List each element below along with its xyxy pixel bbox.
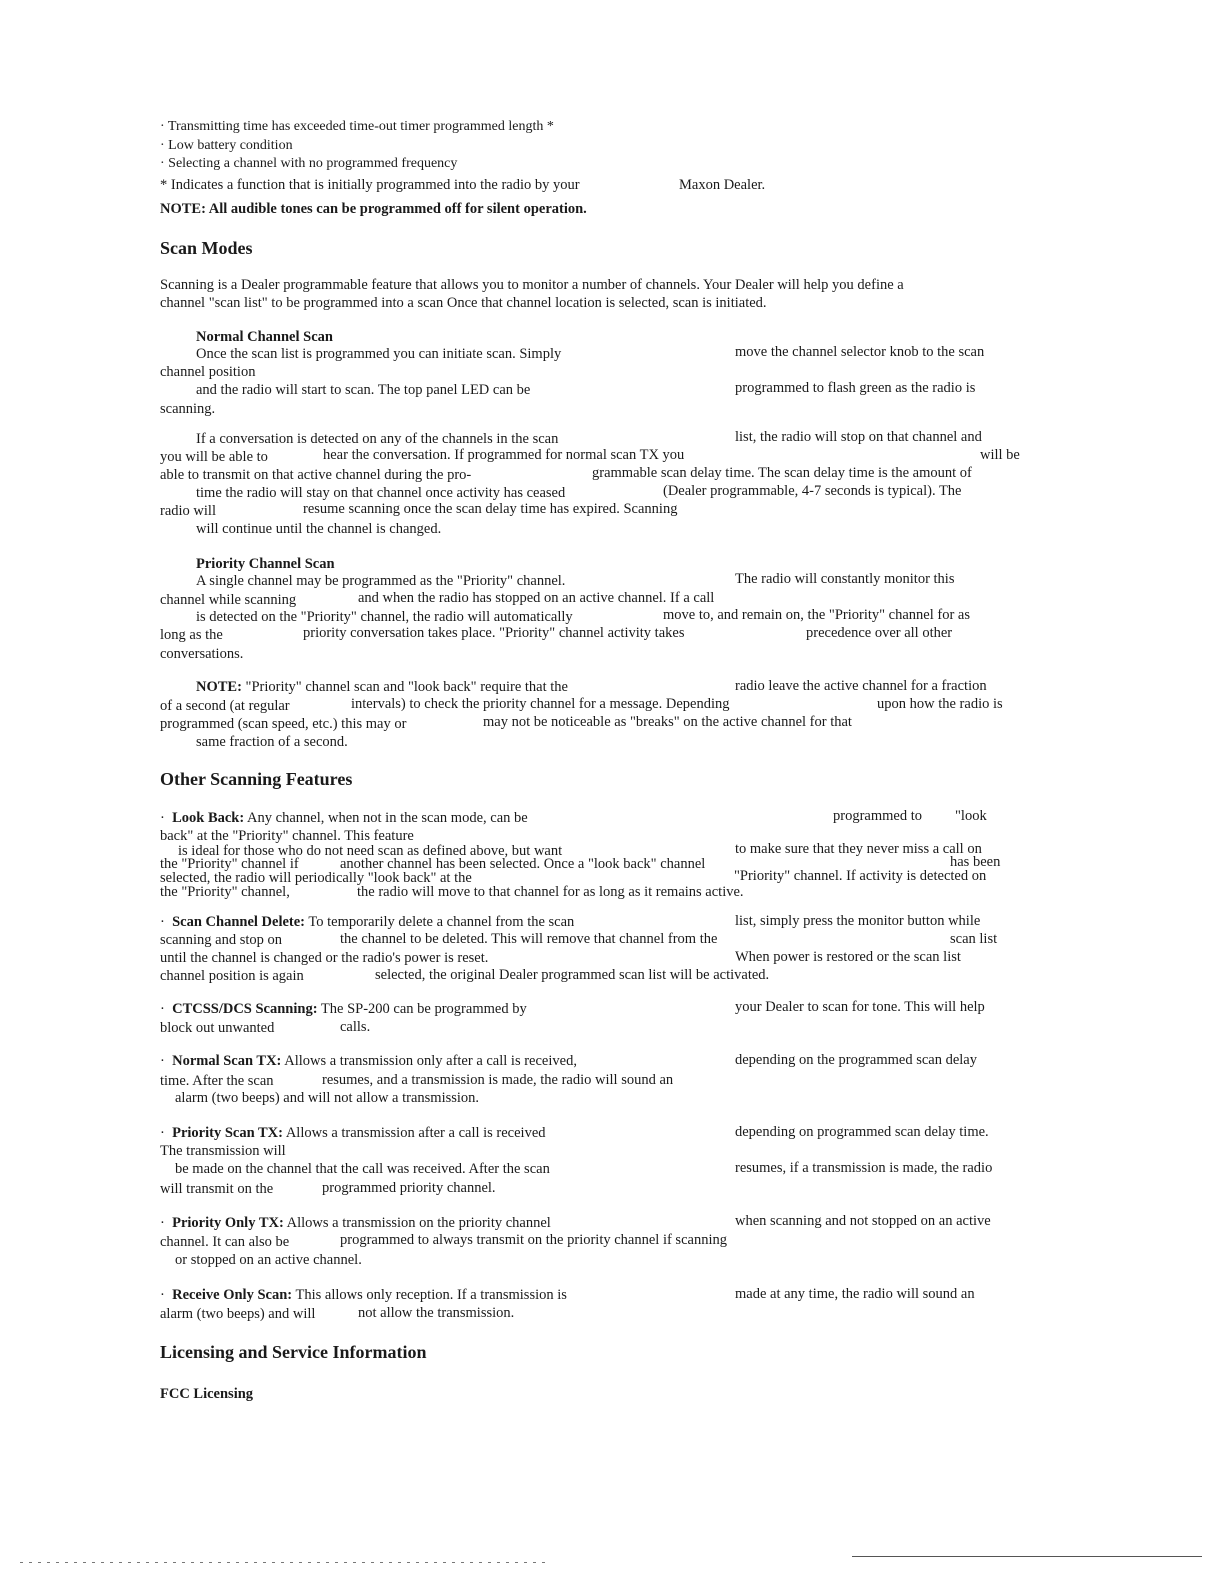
bullet: ·	[160, 1287, 165, 1303]
feature-label: Priority Scan TX:	[172, 1125, 283, 1141]
feature-text: This allows only reception. If a transmission is	[295, 1287, 567, 1303]
feature-scan-channel-delete	[160, 914, 574, 931]
bullet: ·	[160, 1215, 165, 1231]
feature-text: will transmit on the	[160, 1181, 274, 1197]
feature-text: Allows a transmission on the priority channel	[286, 1215, 551, 1231]
normal-scan-text: and the radio will start to scan. The top panel LED can be	[196, 382, 531, 398]
subheading-fcc-licensing: FCC Licensing	[160, 1386, 254, 1402]
heading-other-scanning-features: Other Scanning Features	[160, 769, 353, 789]
feature-text: When power is restored or the scan list	[735, 949, 961, 965]
feature-text: Any channel, when not in the scan mode, can be	[247, 810, 528, 826]
priority-scan-text: long as the	[160, 627, 223, 643]
normal-scan-paragraph-2: will be	[980, 447, 1020, 463]
priority-scan-text: and when the radio has stopped on an active channel. If a call	[358, 590, 715, 606]
indicates-note-b: Maxon Dealer.	[679, 177, 766, 193]
bullet: ·	[160, 1053, 165, 1069]
feature-normal-scan-tx	[160, 1053, 577, 1070]
feature-label: Normal Scan TX:	[172, 1053, 282, 1069]
feature-text: made at any time, the radio will sound an	[735, 1286, 975, 1302]
feature-text: scanning and stop on	[160, 932, 283, 948]
feature-text: not allow the transmission.	[358, 1305, 515, 1321]
normal-scan-text: Once the scan list is programmed you can initiate scan. Simply	[196, 346, 562, 362]
normal-scan-paragraph-2: time the radio will stay on that channel once activity has ceased	[196, 485, 566, 501]
subheading-normal-channel-scan: Normal Channel Scan	[196, 329, 333, 345]
feature-text: "Priority" channel. If activity is detected on	[734, 868, 987, 884]
normal-scan-paragraph-2: list, the radio will stop on that channel and	[735, 429, 982, 445]
note-text: may not be noticeable as "breaks" on the active channel for that	[483, 714, 852, 730]
note-text: same fraction of a second.	[196, 734, 348, 750]
normal-scan-text: scanning.	[160, 401, 216, 417]
feature-text: "look	[955, 808, 987, 824]
feature-text: calls.	[340, 1019, 371, 1035]
feature-text: alarm (two beeps) and will	[160, 1306, 316, 1322]
feature-label: Scan Channel Delete:	[172, 914, 306, 930]
note-text: of a second (at regular	[160, 698, 290, 714]
bullet: ·	[160, 1125, 165, 1141]
normal-scan-paragraph-2: radio will	[160, 503, 216, 519]
normal-scan-paragraph-2: resume scanning once the scan delay time has expired. Scanning	[303, 501, 678, 517]
feature-label: Receive Only Scan:	[172, 1287, 293, 1303]
feature-text: The transmission will	[160, 1143, 286, 1159]
feature-text: the radio will move to that channel for as long as it remains active.	[357, 884, 744, 900]
subheading-priority-channel-scan: Priority Channel Scan	[196, 556, 335, 572]
feature-text: depending on the programmed scan delay	[735, 1052, 977, 1068]
normal-scan-paragraph-2: will continue until the channel is changed.	[196, 521, 442, 537]
feature-text: channel. It can also be	[160, 1234, 290, 1250]
feature-text: programmed priority channel.	[322, 1180, 496, 1196]
priority-scan-text: priority conversation takes place. "Priority" channel activity takes	[303, 625, 685, 641]
heading-licensing-service: Licensing and Service Information	[160, 1342, 427, 1362]
bullet-no-frequency: · Selecting a channel with no programmed frequency	[160, 156, 458, 171]
note-text: upon how the radio is	[877, 696, 1003, 712]
feature-text: the channel to be deleted. This will remove that channel from the	[340, 931, 718, 947]
feature-ctcss-dcs-scanning	[160, 1001, 527, 1018]
feature-text: be made on the channel that the call was received. After the scan	[175, 1161, 550, 1177]
feature-text: time. After the scan	[160, 1073, 274, 1089]
normal-scan-text: move the channel selector knob to the scan	[735, 344, 985, 360]
indicates-note-a: * Indicates a function that is initially programmed into the radio by your	[160, 177, 580, 193]
scan-intro-line-1: Scanning is a Dealer programmable feature that allows you to monitor a number of channels. Your Dealer will help you define a	[160, 277, 904, 293]
normal-scan-text: channel position	[160, 364, 256, 380]
normal-scan-paragraph-2: (Dealer programmable, 4-7 seconds is typical). The	[663, 483, 962, 499]
priority-scan-text: precedence over all other	[806, 625, 953, 641]
normal-scan-paragraph-2: hear the conversation. If programmed for normal scan TX you	[323, 447, 685, 463]
priority-scan-text: is detected on the "Priority" channel, the radio will automatically	[196, 609, 573, 625]
feature-text: scan list	[950, 931, 998, 947]
normal-scan-text: programmed to flash green as the radio is	[735, 380, 976, 396]
note-text: "Priority" channel scan and "look back" require that the	[245, 679, 568, 695]
feature-text: channel position is again	[160, 968, 304, 984]
feature-text: depending on programmed scan delay time.	[735, 1124, 989, 1140]
feature-text: The SP-200 can be programmed by	[320, 1001, 527, 1017]
feature-text: selected, the radio will periodically "look back" at the	[160, 870, 472, 886]
normal-scan-paragraph-2: able to transmit on that active channel during the pro-	[160, 467, 472, 483]
feature-text: another channel has been selected. Once a "look back" channel	[340, 856, 706, 872]
feature-text: has been	[950, 854, 1001, 870]
bullet: ·	[160, 914, 165, 930]
note-text: radio leave the active channel for a fraction	[735, 678, 987, 694]
feature-text: programmed to	[833, 808, 922, 824]
feature-text: selected, the original Dealer programmed scan list will be activated.	[375, 967, 770, 983]
note-text: intervals) to check the priority channel for a message. Depending	[351, 696, 730, 712]
bullet: ·	[160, 1001, 165, 1017]
feature-priority-scan-tx	[160, 1125, 546, 1142]
heading-scan-modes: Scan Modes	[160, 238, 253, 258]
feature-text: the "Priority" channel if	[160, 856, 299, 872]
scan-artifact-dots	[20, 1562, 550, 1563]
feature-text: Allows a transmission only after a call is received,	[284, 1053, 577, 1069]
feature-text: back" at the "Priority" channel. This feature	[160, 828, 414, 844]
feature-label: Look Back:	[172, 810, 245, 826]
feature-text: list, simply press the monitor button while	[735, 913, 981, 929]
feature-text: alarm (two beeps) and will not allow a transmission.	[175, 1090, 480, 1106]
feature-text: block out unwanted	[160, 1020, 275, 1036]
feature-priority-only-tx	[160, 1215, 551, 1232]
bullet-low-battery: · Low battery condition	[160, 138, 293, 153]
priority-scan-text: A single channel may be programmed as the "Priority" channel.	[196, 573, 566, 589]
note-text: programmed (scan speed, etc.) this may or	[160, 716, 407, 732]
feature-label: Priority Only TX:	[172, 1215, 284, 1231]
feature-text: or stopped on an active channel.	[175, 1252, 362, 1268]
normal-scan-paragraph-2: grammable scan delay time. The scan delay time is the amount of	[592, 465, 972, 481]
feature-text: programmed to always transmit on the priority channel if scanning	[340, 1232, 727, 1248]
feature-look-back	[160, 810, 528, 827]
feature-receive-only-scan	[160, 1287, 567, 1304]
note-label: NOTE:	[196, 679, 242, 695]
feature-text: is ideal for those who do not need scan as defined above, but want	[178, 843, 563, 859]
priority-scan-text: channel while scanning	[160, 592, 297, 608]
feature-text: resumes, and a transmission is made, the radio will sound an	[322, 1072, 674, 1088]
feature-text: to make sure that they never miss a call on	[735, 841, 982, 857]
scan-artifact-rule	[852, 1556, 1202, 1557]
normal-scan-paragraph-2: If a conversation is detected on any of the channels in the scan	[196, 431, 559, 447]
feature-text: resumes, if a transmission is made, the radio	[735, 1160, 993, 1176]
feature-text: when scanning and not stopped on an active	[735, 1213, 991, 1229]
feature-text: Allows a transmission after a call is received	[285, 1125, 546, 1141]
bullet: ·	[160, 810, 165, 826]
normal-scan-paragraph-2: you will be able to	[160, 449, 268, 465]
priority-scan-text: move to, and remain on, the "Priority" channel for as	[663, 607, 970, 623]
priority-scan-text: conversations.	[160, 646, 244, 662]
feature-text: your Dealer to scan for tone. This will help	[735, 999, 985, 1015]
priority-scan-text: The radio will constantly monitor this	[735, 571, 955, 587]
note-priority-look-back	[196, 679, 568, 696]
note-tones: NOTE: All audible tones can be programmed off for silent operation.	[160, 201, 587, 217]
feature-label: CTCSS/DCS Scanning:	[172, 1001, 318, 1017]
feature-text: until the channel is changed or the radio's power is reset.	[160, 950, 489, 966]
scan-intro-line-2: channel "scan list" to be programmed into a scan Once that channel location is selected, scan is initiated.	[160, 295, 767, 311]
feature-text: the "Priority" channel,	[160, 884, 290, 900]
feature-text: To temporarily delete a channel from the scan	[308, 914, 575, 930]
bullet-timeout: · Transmitting time has exceeded time-out timer programmed length *	[160, 119, 554, 134]
